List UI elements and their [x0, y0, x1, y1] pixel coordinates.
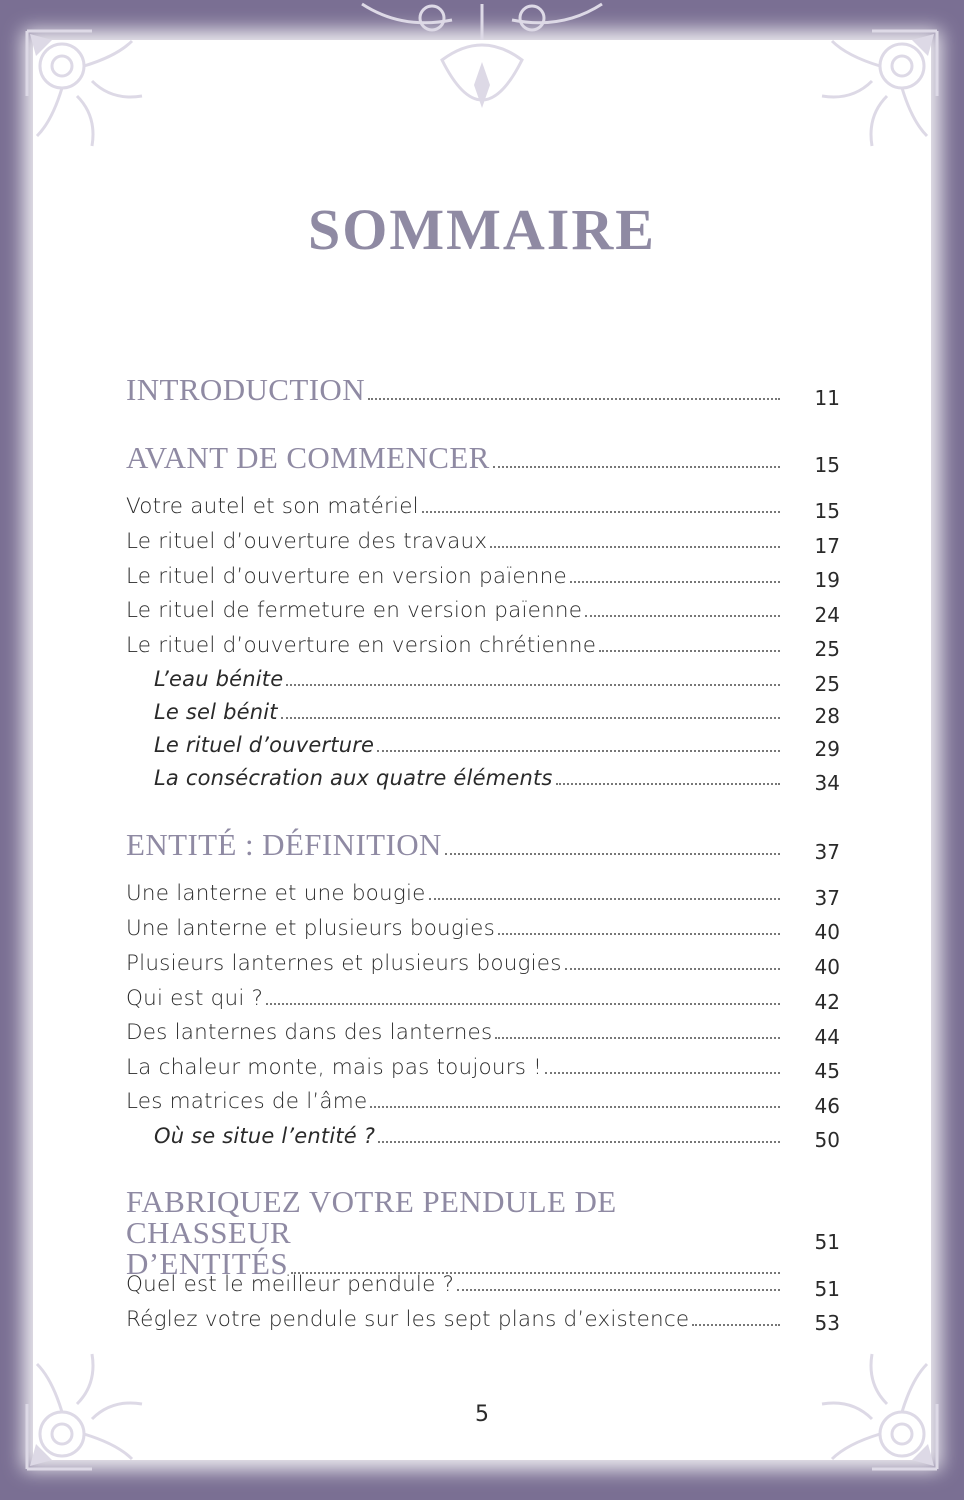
dot-leader	[490, 545, 780, 548]
toc-subentry[interactable]	[154, 733, 780, 757]
toc-section-multiline[interactable]	[126, 1186, 786, 1279]
toc-entry[interactable]	[126, 986, 780, 1011]
toc-page-number: 44	[814, 1025, 840, 1049]
toc-section-label: AVANT DE COMMENCER	[126, 440, 490, 475]
dot-leader	[370, 1105, 780, 1108]
toc-entry-label: Le rituel de fermeture en version païenne	[126, 598, 583, 623]
toc-subentry-label: La consécration aux quatre éléments	[154, 766, 553, 790]
toc-entry[interactable]	[126, 1020, 780, 1045]
toc-subentry[interactable]	[154, 766, 780, 790]
top-ornament-icon	[342, 0, 622, 140]
corner-ornament-icon	[22, 26, 162, 166]
toc-entry-label: Le rituel d’ouverture en version chrétienne	[126, 633, 597, 658]
toc-entry-label: Quel est le meilleur pendule ?	[126, 1272, 455, 1297]
dot-leader	[422, 510, 780, 513]
toc-page-number: 29	[814, 737, 840, 761]
toc-entry-label: Le rituel d’ouverture des travaux	[126, 529, 488, 554]
toc-page-number: 51	[814, 1230, 840, 1254]
toc-page-number: 25	[814, 637, 840, 661]
toc-entry[interactable]	[126, 951, 780, 976]
toc-entry-label: Une lanterne et plusieurs bougies	[126, 916, 495, 941]
toc-entry-label: Réglez votre pendule sur les sept plans d’existence	[126, 1307, 690, 1332]
toc-subentry-label: Le sel bénit	[154, 700, 278, 724]
toc-page-number: 24	[814, 603, 840, 627]
toc-page-number: 19	[814, 568, 840, 592]
toc-entry[interactable]	[126, 494, 780, 519]
toc-entry-label: Des lanternes dans des lanternes	[126, 1020, 493, 1045]
corner-ornament-icon	[802, 26, 942, 166]
dot-leader	[429, 897, 780, 900]
toc-entry-label: Votre autel et son matériel	[126, 494, 419, 519]
toc-entry[interactable]	[126, 1055, 780, 1080]
dot-leader	[445, 852, 780, 855]
toc-entry[interactable]	[126, 916, 780, 941]
dot-leader	[377, 749, 780, 752]
toc-subentry[interactable]	[154, 667, 780, 691]
dot-leader	[556, 782, 780, 785]
toc-entry[interactable]	[126, 1307, 780, 1332]
toc-section-label-line2: D’ENTITÉS	[126, 1246, 289, 1281]
toc-entry[interactable]	[126, 1272, 780, 1297]
dot-leader	[565, 967, 780, 970]
toc-page-number: 50	[814, 1128, 840, 1152]
toc-entry[interactable]	[126, 598, 780, 623]
dot-leader	[570, 580, 780, 583]
toc-subentry[interactable]	[154, 1124, 780, 1148]
toc-page-number: 15	[814, 499, 840, 523]
dot-leader	[545, 1071, 780, 1074]
dot-leader	[498, 932, 780, 935]
toc-entry-label: Les matrices de l’âme	[126, 1089, 368, 1114]
toc-page-number: 15	[814, 453, 840, 477]
toc-section-label: ENTITÉ : DÉFINITION	[126, 827, 442, 862]
toc-subentry-label: Où se situe l’entité ?	[154, 1124, 376, 1148]
toc-section-label-line1: FABRIQUEZ VOTRE PENDULE DE CHASSEUR	[126, 1184, 617, 1250]
toc-page-number: 42	[814, 990, 840, 1014]
dot-leader	[692, 1323, 780, 1326]
dot-leader	[457, 1288, 780, 1291]
toc-section-label: INTRODUCTION	[126, 372, 365, 407]
toc-page-number: 45	[814, 1059, 840, 1083]
dot-leader	[585, 614, 780, 617]
toc-entry[interactable]	[126, 564, 780, 589]
toc-page-number: 28	[814, 704, 840, 728]
toc-page-number: 46	[814, 1094, 840, 1118]
toc-entry-label: La chaleur monte, mais pas toujours !	[126, 1055, 543, 1080]
toc-page-number: 51	[814, 1277, 840, 1301]
toc-subentry[interactable]	[154, 700, 780, 724]
toc-entry[interactable]	[126, 633, 780, 658]
toc-page-number: 37	[814, 886, 840, 910]
toc-page-number: 25	[814, 672, 840, 696]
dot-leader	[493, 465, 780, 468]
page-title: SOMMAIRE	[308, 197, 656, 262]
toc-entry[interactable]	[126, 881, 780, 906]
toc-entry[interactable]	[126, 529, 780, 554]
dot-leader	[495, 1036, 780, 1039]
toc-subentry-label: Le rituel d’ouverture	[154, 733, 375, 757]
dot-leader	[599, 649, 780, 652]
toc-section[interactable]	[126, 372, 780, 408]
toc-page-number: 53	[814, 1311, 840, 1335]
toc-page-number: 11	[814, 386, 840, 410]
toc-page-number: 37	[814, 840, 840, 864]
toc-entry[interactable]	[126, 1089, 780, 1114]
toc-section[interactable]	[126, 827, 780, 863]
toc-entry-label: Plusieurs lanternes et plusieurs bougies	[126, 951, 562, 976]
dot-leader	[368, 397, 780, 400]
toc-page-number: 17	[814, 534, 840, 558]
page-number: 5	[475, 1402, 489, 1427]
dot-leader	[286, 683, 780, 686]
dot-leader	[266, 1002, 780, 1005]
toc-page-number: 34	[814, 771, 840, 795]
dot-leader	[378, 1140, 780, 1143]
toc-section[interactable]	[126, 440, 780, 476]
toc-subentry-label: L’eau bénite	[154, 667, 284, 691]
toc-page-number: 40	[814, 920, 840, 944]
toc-entry-label: Une lanterne et une bougie	[126, 881, 426, 906]
dot-leader	[281, 716, 780, 719]
toc-entry-label: Qui est qui ?	[126, 986, 264, 1011]
toc-entry-label: Le rituel d’ouverture en version païenne	[126, 564, 567, 589]
toc-page-number: 40	[814, 955, 840, 979]
